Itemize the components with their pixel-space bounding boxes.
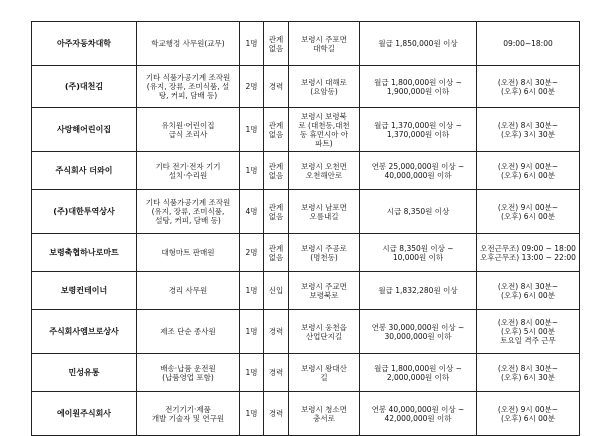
job-title-cell-line: (유지, 장류, 조미식품,: [151, 207, 225, 216]
job-title-cell-line: 제조 단순 종사원: [160, 327, 216, 336]
job-title-cell-line: 기타 전기·전자 기기: [155, 161, 221, 171]
salary-cell: [360, 392, 477, 436]
salary-cell-line: 시급 8,350원 이상 ~: [382, 243, 454, 253]
career-cell: [264, 66, 289, 108]
job-title-cell-line: 탕, 커피, 담배 등): [158, 91, 218, 100]
location-cell-line: 보령시 오천면: [301, 161, 347, 171]
job-title-cell-line: 기타 식품가공기계 조작원: [145, 73, 231, 82]
headcount-cell: 1명: [240, 108, 264, 152]
salary-cell: [360, 272, 477, 310]
career-cell-line: 없음: [268, 129, 284, 139]
location-cell: [289, 190, 360, 234]
table-row: [32, 152, 580, 190]
career-cell: [264, 190, 289, 234]
career-cell-line: 경력: [268, 409, 284, 418]
career-cell-line: 관계: [268, 34, 284, 44]
career-cell: [264, 22, 289, 66]
career-cell-line: 관계: [268, 202, 284, 212]
job-title-cell: [137, 392, 240, 436]
location-cell-line: 보령시 보령북: [301, 111, 347, 121]
salary-cell: [360, 310, 477, 354]
salary-cell-line: 30,000,000원 이하: [384, 331, 452, 341]
headcount-cell: 2명: [240, 66, 264, 108]
job-title-cell-line: 전기기기·제품: [165, 404, 211, 414]
job-title-cell-line: 대형마트 판매원: [161, 248, 215, 257]
salary-cell: [360, 354, 477, 392]
job-title-cell: [137, 272, 240, 310]
work-hours-cell: [477, 152, 580, 190]
location-cell-line: 보령시 주교면: [301, 281, 347, 291]
career-cell-line: 경력: [268, 327, 284, 336]
headcount-cell: 1명: [240, 272, 264, 310]
table-row: [32, 392, 580, 436]
salary-cell-line: 40,000,000원 이하: [384, 170, 452, 180]
company-cell: 사랑해어린이집: [32, 108, 137, 152]
career-cell-line: 관계: [268, 243, 284, 253]
location-cell-line: 보령시 왕대산: [301, 363, 347, 373]
career-cell: [264, 152, 289, 190]
work-hours-cell-line: (오후) 6시 00분: [501, 211, 555, 221]
work-hours-cell-line: (오전) 8시 00분~: [497, 318, 559, 327]
career-cell-line: 관계: [268, 161, 284, 171]
work-hours-cell-line: (오전) 8시 30분~: [497, 363, 559, 373]
career-cell: [264, 108, 289, 152]
salary-cell: [360, 152, 477, 190]
job-title-cell: [137, 310, 240, 354]
salary-cell-line: 1,900,000원 이하: [386, 86, 450, 96]
salary-cell-line: 월급 1,832,280원 이상: [378, 286, 458, 295]
company-cell: 보령축협하나로마트: [32, 234, 137, 272]
salary-cell-line: 42,000,000원 이하: [384, 413, 452, 423]
salary-cell-line: 월급 1,370,000원 이상 ~: [374, 120, 462, 130]
work-hours-cell: [477, 310, 580, 354]
salary-cell: [360, 108, 477, 152]
work-hours-cell-line: 09:00~18:00: [503, 39, 553, 48]
headcount-cell: 1명: [240, 152, 264, 190]
career-cell-line: 없음: [268, 43, 284, 53]
work-hours-cell: [477, 234, 580, 272]
work-hours-cell: [477, 190, 580, 234]
career-cell-line: 관계: [268, 120, 284, 130]
salary-cell: [360, 66, 477, 108]
location-cell: [289, 22, 360, 66]
location-cell: [289, 66, 360, 108]
table-row: [32, 22, 580, 66]
company-cell: (주)대한투역상사: [32, 190, 137, 234]
job-title-cell-line: 기타 식품가공기계 조작원: [145, 198, 231, 207]
table-row: [32, 354, 580, 392]
location-cell-line: 오천해안로: [305, 170, 343, 180]
table-row: [32, 108, 580, 152]
work-hours-cell-line: (오후) 5시 00분: [501, 327, 555, 336]
job-title-cell: [137, 66, 240, 108]
location-cell-line: 보령시 청소면: [301, 404, 347, 414]
table-row: [32, 234, 580, 272]
company-cell: 아주자동차대학: [32, 22, 137, 66]
career-cell: [264, 354, 289, 392]
work-hours-cell-line: (오전) 8시 30분~: [497, 77, 559, 87]
job-title-cell-line: 설탕, 커피, 담배 등): [155, 216, 221, 225]
headcount-cell: 4명: [240, 190, 264, 234]
job-title-cell-line: 개발 기술자 및 연구원: [151, 413, 225, 423]
work-hours-cell: [477, 66, 580, 108]
table-row: [32, 190, 580, 234]
job-title-cell-line: 설치·수리원: [168, 170, 208, 180]
job-title-cell-line: 경리 사무원: [168, 286, 208, 295]
location-cell: [289, 354, 360, 392]
company-cell: 민성유통: [32, 354, 137, 392]
table-row: [32, 272, 580, 310]
location-cell-line: 보령시 웅천읍: [301, 322, 347, 332]
work-hours-cell: [477, 354, 580, 392]
headcount-cell: 1명: [240, 310, 264, 354]
work-hours-cell: [477, 108, 580, 152]
salary-cell-line: 2,000,000원 이하: [386, 372, 450, 382]
job-title-cell: [137, 108, 240, 152]
company-cell: 주식회사엠브로상사: [32, 310, 137, 354]
work-hours-cell-line: (오전) 8시 30분~: [497, 281, 559, 291]
work-hours-cell-line: (오후) 6시 00분: [501, 290, 555, 300]
location-cell-line: 충서로: [313, 413, 335, 423]
job-title-cell: [137, 22, 240, 66]
career-cell-line: 없음: [268, 211, 284, 221]
career-cell-line: 신입: [268, 286, 284, 295]
location-cell-line: 동 휴먼시아 아: [299, 129, 349, 139]
work-hours-cell-line: 오전근무조) 09:00 ~ 18:00: [480, 243, 576, 253]
salary-cell-line: 월급 1,800,000원 이상 ~: [374, 363, 462, 373]
job-listing-body: [32, 22, 580, 436]
salary-cell-line: 연봉 25,000,000원 이상 ~: [371, 161, 465, 171]
salary-cell-line: 10,000원 이하: [392, 252, 444, 262]
career-cell-line: 없음: [268, 170, 284, 180]
salary-cell: [360, 234, 477, 272]
location-cell: [289, 234, 360, 272]
job-title-cell: [137, 354, 240, 392]
location-cell-line: 보령시 남포면: [301, 202, 347, 212]
company-cell: (주)대천김: [32, 66, 137, 108]
location-cell-line: 산업단지길: [305, 331, 343, 341]
job-title-cell-line: 학교행정 사무원(교무): [151, 39, 225, 48]
job-listing-table-wrapper: [31, 21, 580, 436]
work-hours-cell-line: (오후) 6시 30분: [501, 372, 555, 382]
salary-cell-line: 연봉 30,000,000원 이상 ~: [371, 322, 465, 332]
work-hours-cell-line: (오후) 6시 00분: [501, 86, 555, 96]
job-listing-table: [31, 21, 580, 436]
company-cell: 에이원주식회사: [32, 392, 137, 436]
career-cell: [264, 392, 289, 436]
salary-cell-line: 월급 1,800,000원 이상 ~: [374, 77, 462, 87]
career-cell-line: 경력: [268, 82, 284, 91]
location-cell-line: 보령시 주포면: [301, 34, 347, 44]
salary-cell-line: 연봉 40,000,000원 이상 ~: [371, 404, 465, 414]
job-title-cell: [137, 190, 240, 234]
location-cell: [289, 108, 360, 152]
salary-cell: [360, 22, 477, 66]
salary-cell: [360, 190, 477, 234]
job-title-cell-line: (유지, 장류, 조미식품, 설: [146, 82, 230, 91]
location-cell-line: 오름내길: [309, 211, 339, 221]
headcount-cell: 1명: [240, 392, 264, 436]
career-cell: [264, 310, 289, 354]
work-hours-cell-line: (오전) 9시 00분~: [497, 404, 559, 414]
location-cell: [289, 272, 360, 310]
work-hours-cell-line: (오후) 6시 00분: [501, 413, 555, 423]
location-cell-line: 로 (대천동,대천: [298, 120, 350, 130]
location-cell-line: (요암동): [310, 86, 338, 96]
location-cell-line: (명천동): [310, 252, 338, 262]
location-cell-line: 보령시 대해로: [301, 77, 347, 87]
work-hours-cell: [477, 392, 580, 436]
headcount-cell: 2명: [240, 234, 264, 272]
work-hours-cell-line: 오후근무조) 13:00 ~ 22:00: [480, 252, 576, 262]
job-title-cell: [137, 234, 240, 272]
work-hours-cell-line: (오전) 9시 00분~: [497, 202, 559, 212]
work-hours-cell-line: (오전) 8시 30분~: [497, 120, 559, 130]
work-hours-cell: [477, 272, 580, 310]
table-row: [32, 66, 580, 108]
location-cell: [289, 310, 360, 354]
work-hours-cell-line: (오후) 3시 30분: [501, 129, 555, 139]
company-cell: 보령컨테이너: [32, 272, 137, 310]
work-hours-cell: [477, 22, 580, 66]
salary-cell-line: 시급 8,350원 이상: [386, 207, 450, 216]
job-title-cell-line: 유치원·어린이집: [161, 120, 215, 130]
work-hours-cell-line: (오후) 6시 00분: [501, 170, 555, 180]
work-hours-cell-line: (오전) 9시 00분~: [497, 161, 559, 171]
salary-cell-line: 월급 1,850,000원 이상: [378, 39, 458, 48]
company-cell: 주식회사 더와이: [32, 152, 137, 190]
salary-cell-line: 1,370,000원 이하: [386, 129, 450, 139]
job-title-cell: [137, 152, 240, 190]
career-cell-line: 경력: [268, 368, 284, 377]
job-title-cell-line: (납품영업 포함): [162, 372, 214, 382]
location-cell: [289, 392, 360, 436]
headcount-cell: 1명: [240, 22, 264, 66]
job-title-cell-line: 급식 조리사: [168, 129, 208, 139]
location-cell-line: 보령시 주공로: [301, 243, 347, 253]
career-cell: [264, 272, 289, 310]
work-hours-cell-line: 토요일 격주 근무: [500, 336, 556, 345]
location-cell-line: 길: [320, 372, 328, 382]
location-cell-line: 보령북로: [309, 290, 339, 300]
headcount-cell: 1명: [240, 354, 264, 392]
career-cell-line: 없음: [268, 252, 284, 262]
location-cell: [289, 152, 360, 190]
job-title-cell-line: 배송·납품 운전원: [160, 363, 216, 373]
location-cell-line: 대학길: [313, 43, 335, 53]
table-row: [32, 310, 580, 354]
location-cell-line: 파트): [315, 138, 333, 148]
career-cell: [264, 234, 289, 272]
